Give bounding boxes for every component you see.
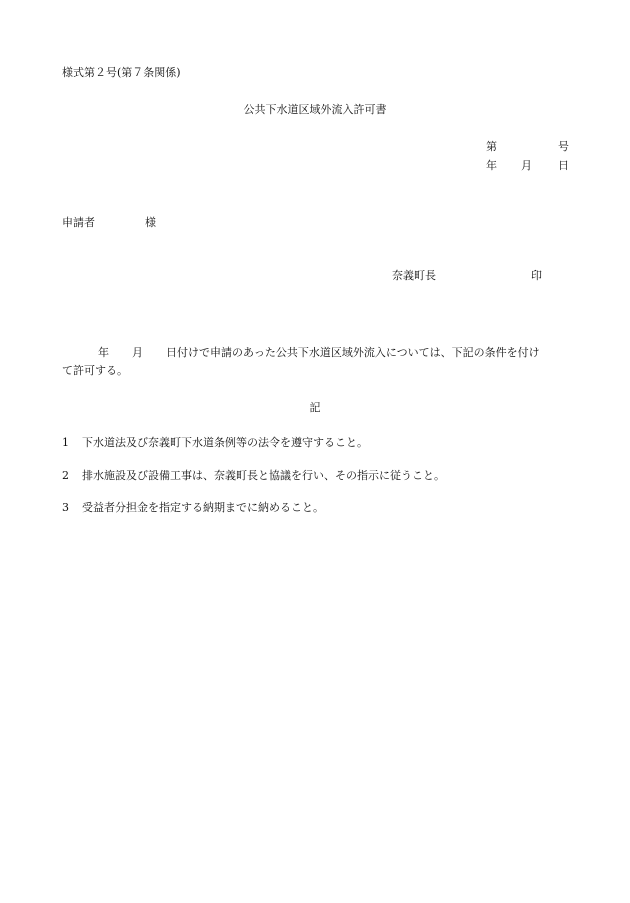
condition-item bbox=[62, 470, 445, 481]
applicant-label: 申請者 bbox=[62, 216, 95, 229]
body-text: 日付けで申請のあった公共下水道区域外流入については、下記の条件を付け bbox=[166, 346, 540, 359]
condition-text: 下水道法及び奈義町下水道条例等の法令を遵守すること。 bbox=[82, 436, 368, 449]
issue-date-day: 日 bbox=[558, 159, 569, 172]
applicant-honorific: 様 bbox=[145, 216, 156, 229]
condition-number: 3 bbox=[62, 501, 69, 514]
condition-item bbox=[62, 437, 368, 448]
seal-mark: 印 bbox=[531, 269, 542, 282]
permit-number-prefix: 第 bbox=[486, 140, 497, 153]
condition-item bbox=[62, 502, 324, 513]
permit-number-suffix: 号 bbox=[558, 140, 569, 153]
document-title: 公共下水道区域外流入許可書 bbox=[243, 103, 387, 116]
body-text-line-1 bbox=[62, 347, 540, 358]
condition-number: 1 bbox=[62, 436, 69, 449]
condition-text: 排水施設及び設備工事は、奈義町長と協議を行い、その指示に従うこと。 bbox=[82, 469, 445, 482]
issuer-title: 奈義町長 bbox=[392, 269, 436, 282]
notes-heading: 記 bbox=[309, 401, 321, 414]
issue-date-month: 月 bbox=[521, 159, 532, 172]
condition-number: 2 bbox=[62, 469, 69, 482]
condition-text: 受益者分担金を指定する納期までに納めること。 bbox=[82, 501, 324, 514]
form-number: 様式第２号(第７条関係) bbox=[62, 66, 181, 79]
issue-date-year: 年 bbox=[486, 159, 497, 172]
body-text-line-2: て許可する。 bbox=[62, 364, 128, 377]
body-month: 月 bbox=[132, 346, 143, 359]
body-year: 年 bbox=[98, 346, 109, 359]
